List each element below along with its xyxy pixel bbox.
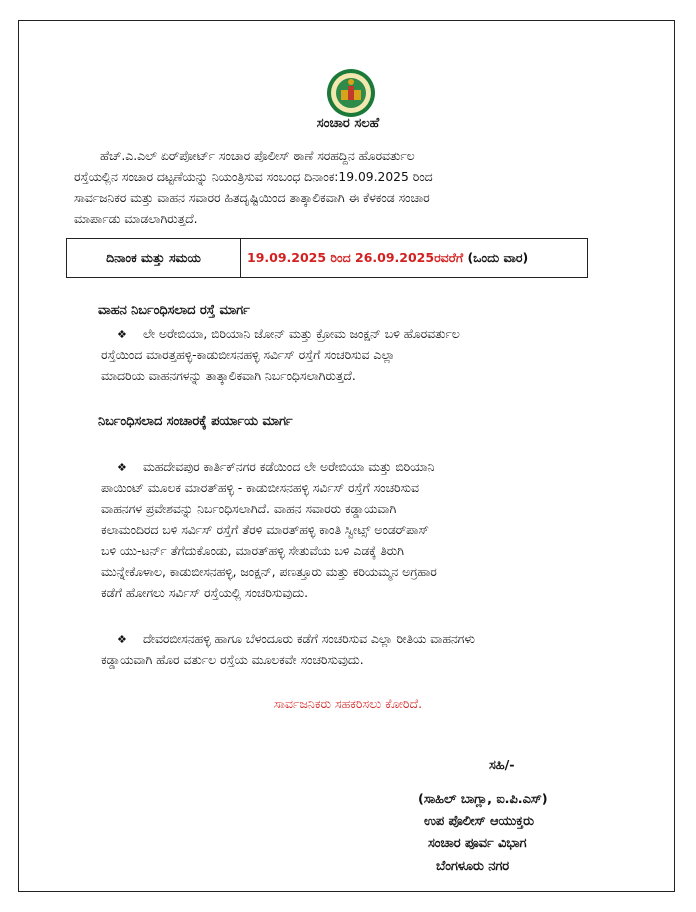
closing-note: ಸಾರ್ವಜನಿಕರು ಸಹಕರಿಸಲು ಕೋರಿದೆ.	[273, 696, 423, 711]
bullet-icon: ❖	[117, 633, 127, 646]
section-heading-restricted: ವಾಹನ ನಿರ್ಬಂಧಿಸಲಾದ ರಸ್ತೆ ಮಾರ್ಗ	[98, 303, 250, 318]
page-title: ಸಂಚಾರ ಸಲಹೆ	[316, 116, 380, 131]
alternate-line: ಮಹದೇವಪುರ ಕಾರ್ತಿಕ್‌ನಗರ ಕಡೆಯಿಂದ ಲೇ ಅರೇಬಿಯಾ ಮತ್ತು ಬಿರಿಯಾನಿ	[143, 460, 435, 474]
alternate-line: ಕಲಾಮಂದಿರದ ಬಳಿ ಸರ್ವಿಸ್ ರಸ್ತೆಗೆ ತೆರಳಿ ಮಾರತ್‌ಹಳ್ಳಿ ಕಾಂತಿ ಸ್ವೀಟ್ಸ್ ಅಂಡರ್‌ಪಾಸ್	[101, 523, 429, 537]
alternate-line: ಬಳಿ ಯು-ಟರ್ನ್ ತೆಗೆದುಕೊಂಡು, ಮಾರತ್‌ಹಳ್ಳಿ ಸೇತುವೆಯ ಬಳಿ ಎಡಕ್ಕೆ ತಿರುಗಿ	[101, 544, 404, 558]
date-label: ದಿನಾಂಕ ಮತ್ತು ಸಮಯ	[67, 239, 241, 277]
intro-line: ಹೆಚ್.ಎ.ಎಲ್ ಏರ್‌ಪೋರ್ಟ್ ಸಂಚಾರ ಪೊಲೀಸ್ ಠಾಣೆ ಸರಹದ್ದಿನ ಹೊರವರ್ತುಲ	[100, 149, 415, 163]
section-heading-alternate: ನಿರ್ಬಂಧಿಸಲಾದ ಸಂಚಾರಕ್ಕೆ ಪರ್ಯಾಯ ಮಾರ್ಗ	[98, 414, 293, 429]
signatory-designation: ಉಪ ಪೊಲೀಸ್ ಆಯುಕ್ತರು	[424, 814, 534, 829]
restricted-line: ಮಾದರಿಯ ವಾಹನಗಳನ್ನು ತಾತ್ಕಾಲಿಕವಾಗಿ ನಿರ್ಬಂಧಿಸಲಾಗಿರುತ್ತದೆ.	[101, 369, 356, 383]
intro-line: ಸಾರ್ವಜನಿಕರ ಮತ್ತು ವಾಹನ ಸವಾರರ ಹಿತದೃಷ್ಟಿಯಿಂದ ತಾತ್ಕಾಲಿಕವಾಗಿ ಈ ಕೆಳಕಂಡ ಸಂಚಾರ	[74, 191, 430, 205]
alternate-line: ದೇವರಬೀಸನಹಳ್ಳಿ ಹಾಗೂ ಬೆಳಂದೂರು ಕಡೆಗೆ ಸಂಚರಿಸುವ ಎಲ್ಲಾ ರೀತಿಯ ವಾಹನಗಳು	[143, 632, 475, 646]
alternate-line: ವಾಹನಗಳ ಪ್ರವೇಶವನ್ನು ನಿರ್ಬಂಧಿಸಲಾಗಿದೆ. ವಾಹನ ಸವಾರರು ಕಡ್ಡಾಯವಾಗಿ	[101, 502, 397, 516]
restricted-line: ಲೇ ಅರೇಬಿಯಾ, ಬಿರಿಯಾನಿ ಜೋನ್ ಮತ್ತು ಕ್ರೋಮ ಜಂಕ್ಷನ್ ಬಳಿ ಹೊರವರ್ತುಲ	[143, 327, 460, 341]
alternate-route-paragraph-2	[101, 629, 651, 671]
alternate-line: ಮುನ್ನೇಕೊಳಾಲ, ಕಾಡುಬೀಸನಹಳ್ಳಿ, ಜಂಕ್ಷನ್, ಪಣತ್ತೂರು ಮತ್ತು ಕರಿಯಮ್ಮನ ಅಗ್ರಹಾರ	[101, 565, 437, 579]
date-table	[66, 238, 588, 278]
alternate-route-paragraph	[101, 457, 651, 604]
intro-paragraph	[74, 146, 651, 230]
signed-mark: ಸಹಿ/-	[489, 758, 515, 773]
date-value	[241, 239, 587, 277]
restricted-line: ರಸ್ತೆಯಿಂದ ಮಾರತ್ತಹಳ್ಳಿ-ಕಾಡುಬೀಸನಹಳ್ಳಿ ಸರ್ವಿಸ್ ರಸ್ತೆಗೆ ಸಂಚರಿಸುವ ಎಲ್ಲಾ	[101, 348, 395, 362]
alternate-line: ಪಾಯಿಂಟ್ ಮೂಲಕ ಮಾರತ್‌ಹಳ್ಳಿ - ಕಾಡುಬೀಸನಹಳ್ಳಿ ಸರ್ವಿಸ್ ರಸ್ತೆಗೆ ಸಂಚರಿಸುವ	[101, 481, 419, 495]
date-duration: (ಒಂದು ವಾರ)	[463, 250, 529, 265]
bullet-icon: ❖	[117, 461, 127, 474]
signatory-name: (ಸಾಹಿಲ್ ಬಾಗ್ಲಾ, ಐ.ಪಿ.ಎಸ್)	[418, 792, 548, 807]
traffic-police-emblem-icon	[326, 68, 376, 118]
intro-line: ಮಾರ್ಪಾಡು ಮಾಡಲಾಗಿರುತ್ತದೆ.	[74, 212, 198, 226]
signatory-city: ಬೆಂಗಳೂರು ನಗರ	[436, 859, 510, 874]
intro-line: ರಸ್ತೆಯಲ್ಲಿನ ಸಂಚಾರ ದಟ್ಟಣೆಯನ್ನು ನಿಯಂತ್ರಿಸುವ ಸಂಬಂಧ ದಿನಾಂಕ:19.09.2025 ರಿಂದ	[74, 170, 433, 184]
date-range: 19.09.2025 ರಿಂದ 26.09.2025ರವರೆಗೆ	[247, 250, 464, 265]
alternate-line: ಕಡೆಗೆ ಹೋಗಲು ಸರ್ವಿಸ್ ರಸ್ತೆಯಲ್ಲಿ ಸಂಚರಿಸುವುದು.	[101, 586, 309, 600]
signatory-division: ಸಂಚಾರ ಪೂರ್ವ ವಿಭಾಗ	[428, 836, 527, 851]
restricted-route-paragraph	[101, 324, 651, 387]
bullet-icon: ❖	[117, 328, 127, 341]
alternate-line: ಕಡ್ಡಾಯವಾಗಿ ಹೊರ ವರ್ತುಲ ರಸ್ತೆಯ ಮೂಲಕವೇ ಸಂಚರಿಸುವುದು.	[101, 653, 364, 667]
